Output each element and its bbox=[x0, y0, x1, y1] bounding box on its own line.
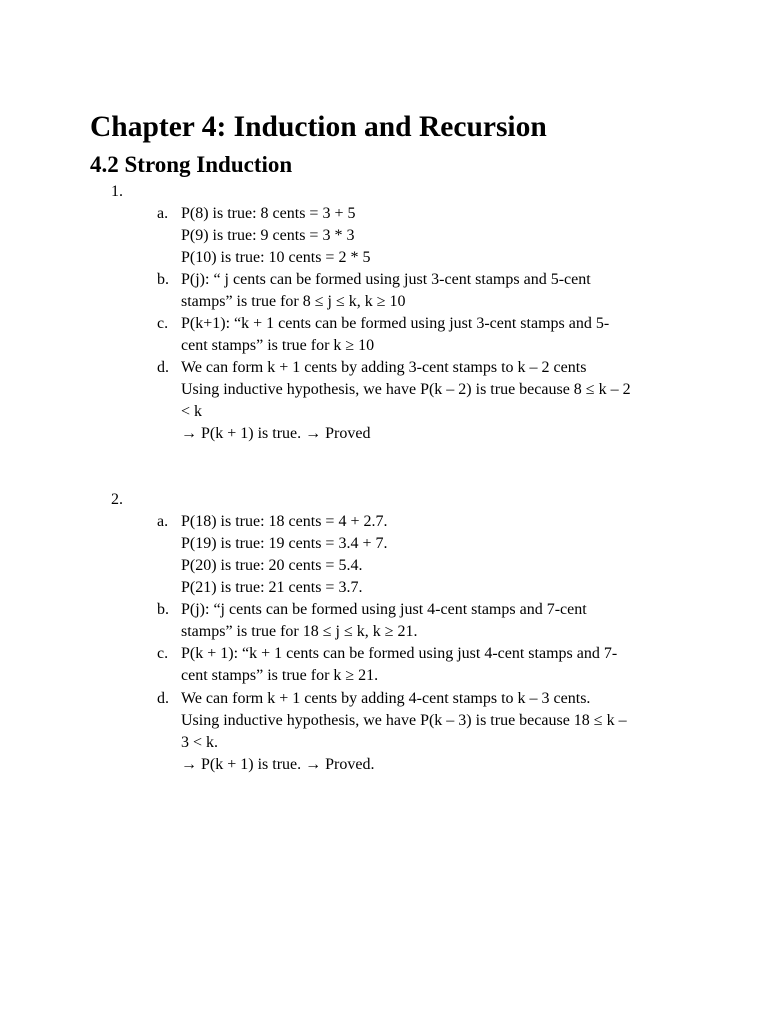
item-line: stamps” is true for 8 ≤ j ≤ k, k ≥ 10 bbox=[181, 293, 406, 310]
item-line: cent stamps” is true for k ≥ 10 bbox=[181, 337, 375, 354]
item-line: P(21) is true: 21 cents = 3.7. bbox=[181, 579, 363, 596]
item-line: Using inductive hypothesis, we have P(k – 3) is true because 18 ≤ k – bbox=[181, 712, 627, 729]
item-marker: a. bbox=[157, 205, 169, 222]
item-line: P(k+1): “k + 1 cents can be formed using just 3-cent stamps and 5- bbox=[181, 315, 610, 332]
item-body bbox=[181, 599, 681, 643]
item-line: cent stamps” is true for k ≥ 21. bbox=[181, 667, 379, 684]
item-body bbox=[181, 688, 681, 776]
item-line: P(10) is true: 10 cents = 2 * 5 bbox=[181, 249, 371, 266]
item-line: P(20) is true: 20 cents = 5.4. bbox=[181, 557, 363, 574]
item-line: → P(k + 1) is true. → Proved. bbox=[181, 756, 375, 773]
item-line: 3 < k. bbox=[181, 734, 219, 751]
item-line: We can form k + 1 cents by adding 4-cent stamps to k – 3 cents. bbox=[181, 690, 591, 707]
item-body bbox=[181, 643, 681, 687]
item-line: We can form k + 1 cents by adding 3-cent stamps to k – 2 cents bbox=[181, 359, 587, 376]
item-marker: b. bbox=[157, 271, 169, 288]
problem-2-number: 2. bbox=[111, 491, 123, 508]
item-line: P(9) is true: 9 cents = 3 * 3 bbox=[181, 227, 355, 244]
item-marker: d. bbox=[157, 359, 169, 376]
problem-1-number: 1. bbox=[111, 183, 123, 200]
item-line: stamps” is true for 18 ≤ j ≤ k, k ≥ 21. bbox=[181, 623, 418, 640]
item-line: Using inductive hypothesis, we have P(k – 2) is true because 8 ≤ k – 2 bbox=[181, 381, 631, 398]
item-body bbox=[181, 511, 681, 599]
item-marker: d. bbox=[157, 690, 169, 707]
item-body bbox=[181, 313, 681, 357]
item-line: P(k + 1): “k + 1 cents can be formed using just 4-cent stamps and 7- bbox=[181, 645, 618, 662]
item-body bbox=[181, 357, 681, 445]
item-line: P(8) is true: 8 cents = 3 + 5 bbox=[181, 205, 356, 222]
item-marker: a. bbox=[157, 513, 169, 530]
item-marker: b. bbox=[157, 601, 169, 618]
item-marker: c. bbox=[157, 315, 169, 332]
chapter-title: Chapter 4: Induction and Recursion bbox=[90, 111, 547, 143]
item-line: P(19) is true: 19 cents = 3.4 + 7. bbox=[181, 535, 388, 552]
item-line: P(j): “j cents can be formed using just 4-cent stamps and 7-cent bbox=[181, 601, 587, 618]
item-line: P(18) is true: 18 cents = 4 + 2.7. bbox=[181, 513, 388, 530]
item-body bbox=[181, 269, 681, 313]
item-line: P(j): “ j cents can be formed using just 3-cent stamps and 5-cent bbox=[181, 271, 591, 288]
item-line: < k bbox=[181, 403, 203, 420]
item-body bbox=[181, 203, 681, 269]
section-title: 4.2 Strong Induction bbox=[90, 152, 293, 177]
item-line: → P(k + 1) is true. → Proved bbox=[181, 425, 371, 442]
item-marker: c. bbox=[157, 645, 169, 662]
